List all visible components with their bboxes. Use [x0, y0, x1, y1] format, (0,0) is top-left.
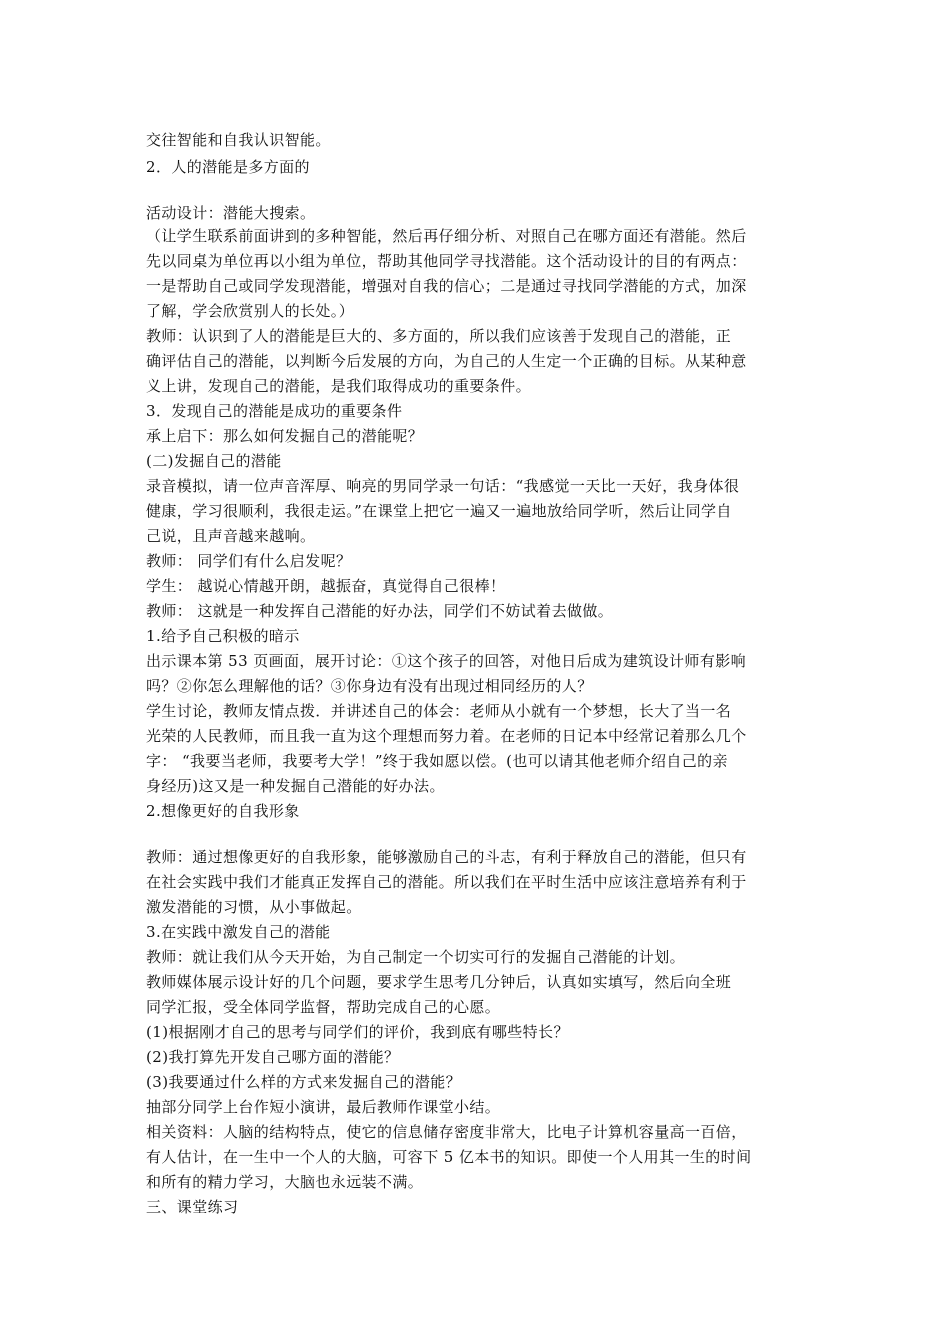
text-line: 字： “我要当老师，我要考大学！”终于我如愿以偿。(也可以请其他老师介绍自己的亲	[146, 752, 728, 770]
text-line: 承上启下：那么如何发掘自己的潜能呢？	[146, 427, 424, 445]
text-line: 己说，且声音越来越响。	[146, 527, 316, 545]
text-line: 3．发现自己的潜能是成功的重要条件	[146, 402, 403, 420]
text-line: 身经历)这又是一种发掘自己潜能的好办法。	[146, 777, 445, 795]
text-line: 相关资料：人脑的结构特点，使它的信息储存密度非常大，比电子计算机容量高一百倍，	[146, 1123, 747, 1141]
text-line: 教师： 这就是一种发挥自己潜能的好办法，同学们不妨试着去做做。	[146, 602, 614, 620]
text-line: 一是帮助自己或同学发现潜能，增强对自我的信心；二是通过寻找同学潜能的方式，加深	[146, 277, 747, 295]
text-line: 1.给予自己积极的暗示	[146, 627, 300, 645]
text-line: (二)发掘自己的潜能	[146, 452, 282, 470]
text-line: 学生： 越说心情越开朗，越振奋，真觉得自己很棒！	[146, 577, 506, 595]
text-line: 交往智能和自我认识智能。	[146, 131, 331, 149]
text-line: （让学生联系前面讲到的多种智能，然后再仔细分析、对照自己在哪方面还有潜能。然后	[146, 227, 747, 245]
text-line: 2.想像更好的自我形象	[146, 802, 300, 820]
text-line: 和所有的精力学习，大脑也永远装不满。	[146, 1173, 424, 1191]
text-line: 教师：通过想像更好的自我形象，能够激励自己的斗志，有利于释放自己的潜能，但只有	[146, 848, 747, 866]
text-line: 教师媒体展示设计好的几个问题，要求学生思考几分钟后，认真如实填写，然后向全班	[146, 973, 732, 991]
text-line: (1)根据刚才自己的思考与同学们的评价，我到底有哪些特长？	[146, 1023, 569, 1041]
text-line: 学生讨论，教师友情点拨．并讲述自己的体会：老师从小就有一个梦想，长大了当一名	[146, 702, 732, 720]
text-line: 确评估自己的潜能，以判断今后发展的方向，为自己的人生定一个正确的目标。从某种意	[146, 352, 747, 370]
text-line: 教师： 同学们有什么启发呢？	[146, 552, 352, 570]
text-line: 吗？②你怎么理解他的话？③你身边有没有出现过相同经历的人？	[146, 677, 593, 695]
text-line: 了解，学会欣赏别人的长处。）	[146, 302, 355, 320]
text-line: 先以同桌为单位再以小组为单位，帮助其他同学寻找潜能。这个活动设计的目的有两点：	[146, 252, 747, 270]
text-line: 同学汇报，受全体同学监督，帮助完成自己的心愿。	[146, 998, 501, 1016]
text-line: 有人估计，在一生中一个人的大脑，可容下 5 亿本书的知识。即使一个人用其一生的时间	[146, 1148, 752, 1166]
text-line: 健康，学习很顺利，我很走运。”在课堂上把它一遍又一遍地放给同学听，然后让同学自	[146, 502, 732, 520]
text-line: 在社会实践中我们才能真正发挥自己的潜能。所以我们在平时生活中应该注意培养有利于	[146, 873, 747, 891]
text-line: 激发潜能的习惯，从小事做起。	[146, 898, 362, 916]
text-line: 义上讲，发现自己的潜能，是我们取得成功的重要条件。	[146, 377, 532, 395]
text-line: 活动设计：潜能大搜索。	[146, 204, 316, 222]
text-line: 3.在实践中激发自己的潜能	[146, 923, 331, 941]
text-line: 抽部分同学上台作短小演讲，最后教师作课堂小结。	[146, 1098, 501, 1116]
text-line: 录音模拟，请一位声音浑厚、响亮的男同学录一句话：“我感觉一天比一天好，我身体很	[146, 477, 740, 495]
text-line: 三、课堂练习	[146, 1198, 239, 1216]
text-line: 教师：认识到了人的潜能是巨大的、多方面的，所以我们应该善于发现自己的潜能，正	[146, 327, 732, 345]
text-line: 出示课本第 53 页画面，展开讨论：①这个孩子的回答，对他日后成为建筑设计师有影响	[146, 652, 747, 670]
text-line: 2．人的潜能是多方面的	[146, 158, 310, 176]
text-line: 光荣的人民教师，而且我一直为这个理想而努力着。在老师的日记本中经常记着那么几个	[146, 727, 747, 745]
text-line: (3)我要通过什么样的方式来发掘自己的潜能？	[146, 1073, 462, 1091]
text-line: 教师：就让我们从今天开始，为自己制定一个切实可行的发掘自己潜能的计划。	[146, 948, 686, 966]
text-line: (2)我打算先开发自己哪方面的潜能？	[146, 1048, 400, 1066]
